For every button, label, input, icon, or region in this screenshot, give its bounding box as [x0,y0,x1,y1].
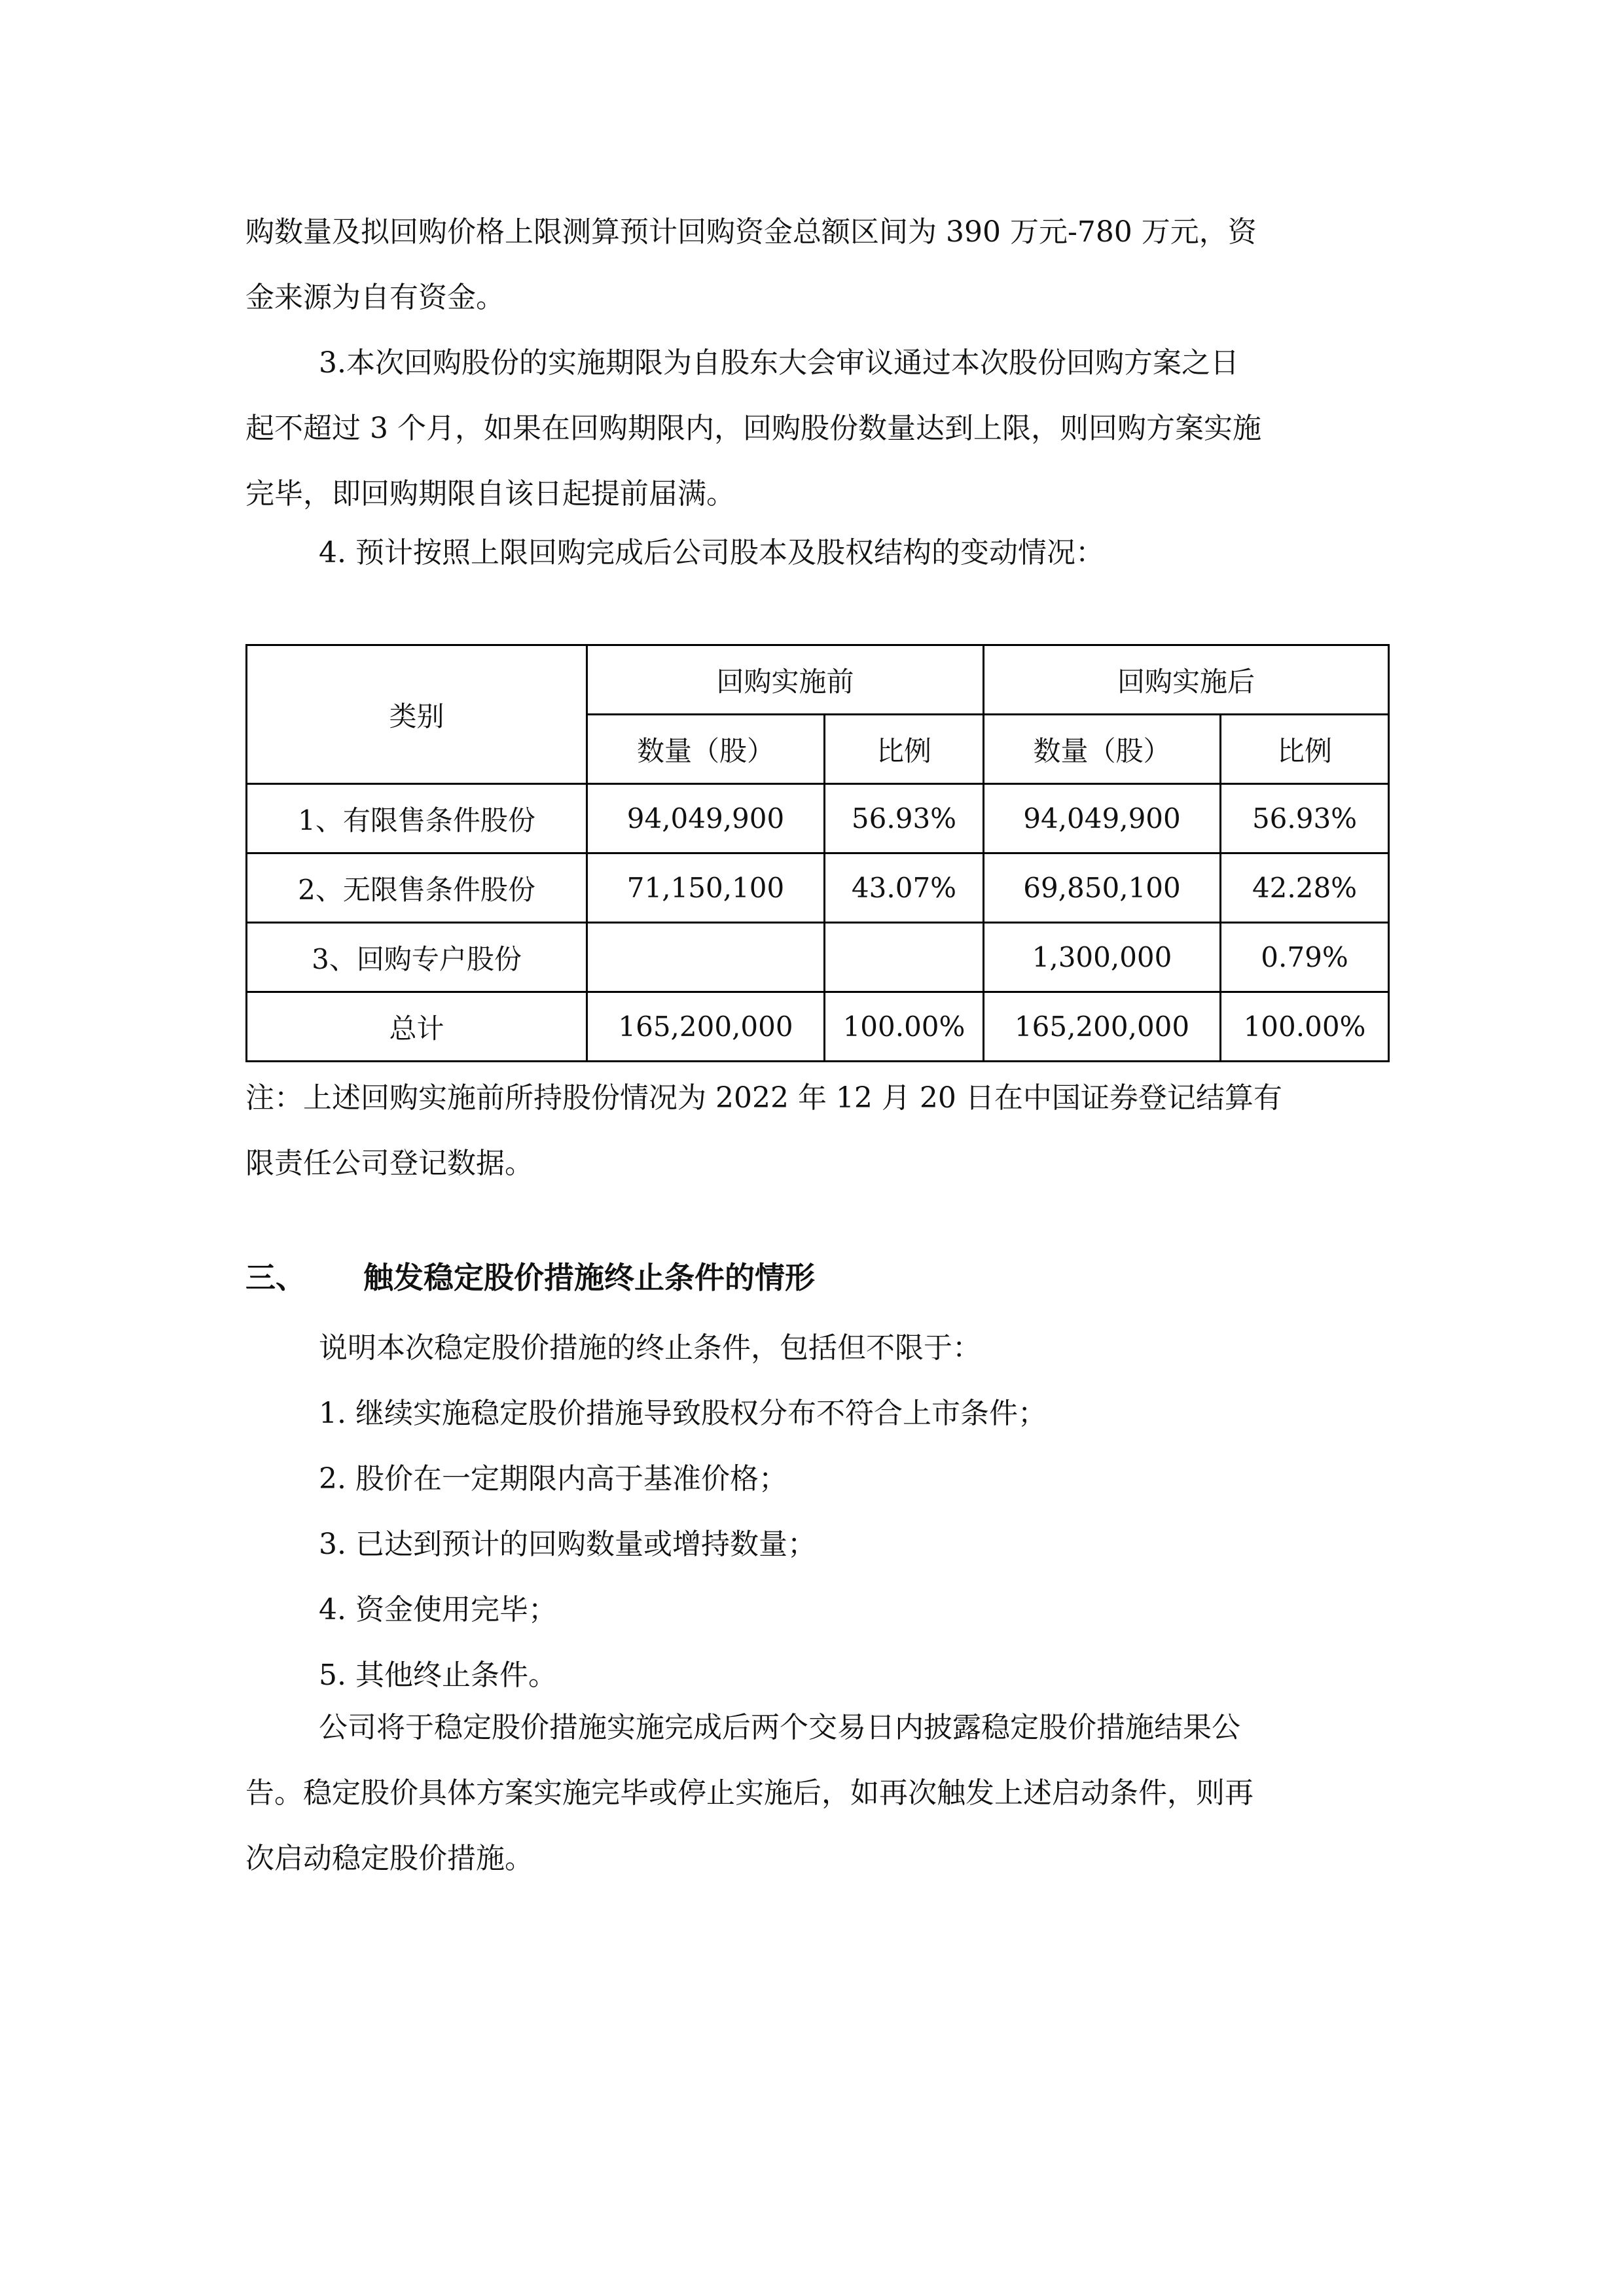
share-structure-intro [245,520,1388,586]
row-label: 1、有限售条件股份 [247,784,587,853]
list-item: 2. 股价在一定期限内高于基准价格； [319,1462,787,1496]
list-item: 3. 已达到预计的回购数量或增持数量； [319,1528,816,1561]
text-line: 限责任公司登记数据。 [245,1147,533,1180]
list-item: 5. 其他终止条件。 [319,1659,557,1692]
after-qty: 165,200,000 [984,992,1221,1062]
section-number: 三、 [245,1260,306,1295]
before-qty: 71,150,100 [587,853,825,923]
after-ratio: 42.28% [1221,853,1389,923]
row-label: 总计 [247,992,587,1062]
text-line: 公司将于稳定股价措施实施完成后两个交易日内披露稳定股价措施结果公 [319,1711,1240,1744]
before-qty-header: 数量（股） [587,715,825,784]
after-ratio-header: 比例 [1221,715,1389,784]
funding-paragraph [245,200,1388,331]
text-line: 次启动稳定股价措施。 [245,1842,533,1875]
intro-text: 说明本次稳定股价措施的终止条件，包括但不限于： [319,1331,981,1365]
table-row [247,853,1389,923]
before-ratio: 56.93% [825,784,984,853]
implementation-period-paragraph [245,331,1388,527]
before-ratio: 43.07% [825,853,984,923]
list-item: 1. 继续实施稳定股价措施导致股权分布不符合上市条件； [319,1397,1047,1430]
before-ratio [825,923,984,992]
after-header: 回购实施后 [984,645,1389,715]
list-item: 4. 资金使用完毕； [319,1593,557,1626]
closing-paragraph [245,1695,1388,1892]
table-total-row [247,992,1389,1062]
row-label: 3、回购专户股份 [247,923,587,992]
after-qty-header: 数量（股） [984,715,1221,784]
share-structure-table [245,644,1390,1062]
text-line: 完毕，即回购期限自该日起提前届满。 [245,477,735,511]
before-qty: 94,049,900 [587,784,825,853]
after-qty: 69,850,100 [984,853,1221,923]
section-heading [245,1254,815,1297]
after-qty: 1,300,000 [984,923,1221,992]
before-header: 回购实施前 [587,645,984,715]
text-line: 起不超过 3 个月，如果在回购期限内，回购股份数量达到上限，则回购方案实施 [245,412,1261,445]
text-line: 告。稳定股价具体方案实施完毕或停止实施后，如再次触发上述启动条件，则再 [245,1776,1254,1810]
before-ratio-header: 比例 [825,715,984,784]
after-ratio: 56.93% [1221,784,1389,853]
before-qty: 165,200,000 [587,992,825,1062]
row-label: 2、无限售条件股份 [247,853,587,923]
text-line: 购数量及拟回购价格上限测算预计回购资金总额区间为 390 万元-780 万元，资 [245,215,1257,249]
category-header: 类别 [247,645,587,784]
termination-conditions [319,1316,1388,1708]
before-ratio: 100.00% [825,992,984,1062]
after-ratio: 0.79% [1221,923,1389,992]
table-row [247,923,1389,992]
text-line: 4. 预计按照上限回购完成后公司股本及股权结构的变动情况： [319,536,1104,569]
text-line: 注：上述回购实施前所持股份情况为 2022 年 12 月 20 日在中国证券登记结算有 [245,1081,1282,1115]
after-ratio: 100.00% [1221,992,1389,1062]
table-note [245,1066,1388,1196]
section-title: 触发稳定股价措施终止条件的情形 [363,1260,815,1295]
after-qty: 94,049,900 [984,784,1221,853]
text-line: 3.本次回购股份的实施期限为自股东大会审议通过本次股份回购方案之日 [319,346,1239,380]
before-qty [587,923,825,992]
table-header-row [247,645,1389,715]
table-row [247,784,1389,853]
text-line: 金来源为自有资金。 [245,281,505,314]
